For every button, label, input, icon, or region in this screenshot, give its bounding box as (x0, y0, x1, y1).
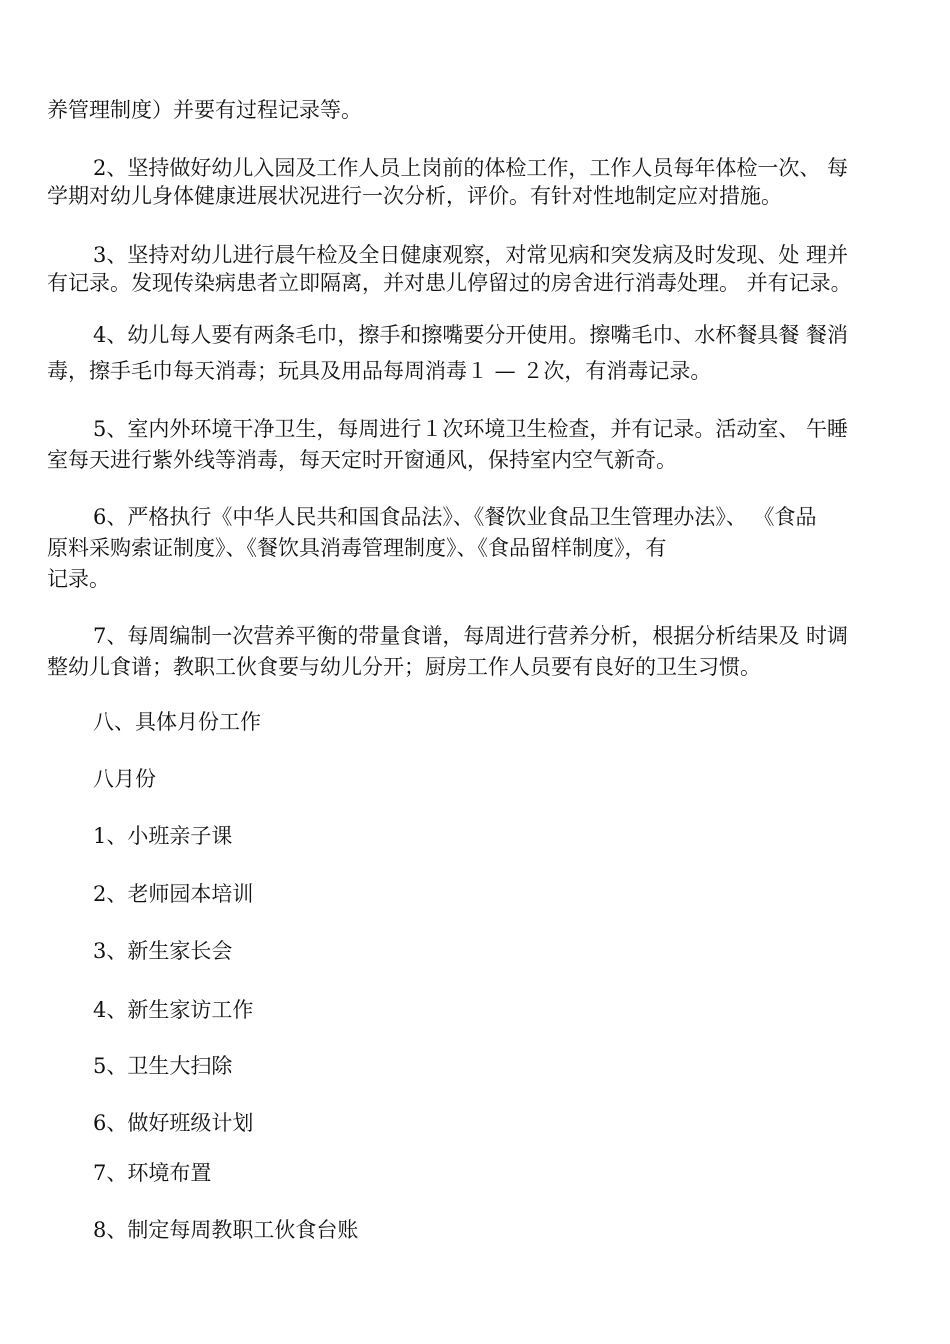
section-heading: 八、具体月份工作 (93, 710, 261, 734)
list-item: 2、老师园本培训 (93, 882, 254, 906)
paragraph-4-line-1: 4、幼儿每人要有两条毛巾，擦手和擦嘴要分开使用。擦嘴毛巾、水杯餐具餐 餐消 (93, 323, 849, 347)
paragraph-5-line-2: 室每天进行紫外线等消毒，每天定时开窗通风，保持室内空气新奇。 (47, 448, 677, 472)
paragraph-6-line-1: 6、严格执行《中华人民共和国食品法》、《餐饮业食品卫生管理办法》、 《食品 (93, 505, 817, 529)
month-heading: 八月份 (93, 767, 156, 791)
list-item: 8、制定每周教职工伙食台账 (93, 1218, 359, 1242)
paragraph-2-line-1: 2、坚持做好幼儿入园及工作人员上岗前的体检工作，工作人员每年体检一次、 每 (93, 156, 849, 180)
paragraph-3-line-1: 3、坚持对幼儿进行晨午检及全日健康观察，对常见病和突发病及时发现、处 理并 (93, 243, 849, 267)
list-item: 4、新生家访工作 (93, 998, 254, 1022)
paragraph-2-line-2: 学期对幼儿身体健康进展状况进行一次分析，评价。有针对性地制定应对措施。 (47, 184, 782, 208)
list-item: 3、新生家长会 (93, 939, 233, 963)
list-item: 7、环境布置 (93, 1161, 212, 1185)
paragraph-6-line-2: 原料采购索证制度》、《餐饮具消毒管理制度》、《食品留样制度》，有 (47, 536, 667, 560)
paragraph-7-line-1: 7、每周编制一次营养平衡的带量食谱，每周进行营养分析，根据分析结果及 时调 (93, 624, 849, 648)
list-item: 5、卫生大扫除 (93, 1054, 233, 1078)
paragraph-7-line-2: 整幼儿食谱；教职工伙食要与幼儿分开；厨房工作人员要有良好的卫生习惯。 (47, 655, 761, 679)
paragraph-6-line-3: 记录。 (47, 567, 110, 591)
paragraph-line-continuation: 养管理制度）并要有过程记录等。 (47, 98, 362, 122)
paragraph-4-line-2: 毒，擦手毛巾每天消毒；玩具及用品每周消毒１ — ２次，有消毒记录。 (47, 359, 712, 383)
list-item: 6、做好班级计划 (93, 1111, 254, 1135)
paragraph-3-line-2: 有记录。发现传染病患者立即隔离，并对患儿停留过的房舍进行消毒处理。 并有记录。 (47, 271, 852, 295)
list-item: 1、小班亲子课 (93, 824, 233, 848)
paragraph-5-line-1: 5、室内外环境干净卫生，每周进行１次环境卫生检查，并有记录。活动室、 午睡 (93, 417, 849, 441)
